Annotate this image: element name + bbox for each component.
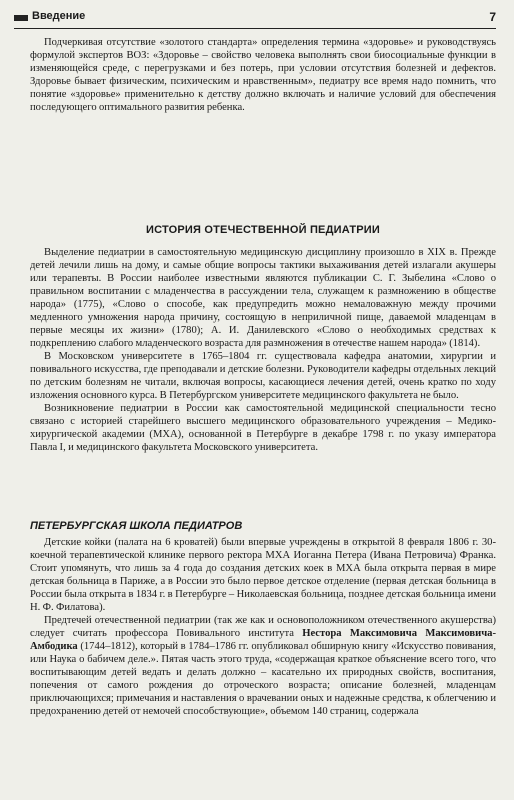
- person-name: Нестора Максимовича Максимовича-Амбодика: [30, 628, 496, 652]
- header-title: Введение: [32, 10, 86, 22]
- subsection-title: ПЕТЕРБУРГСКАЯ ШКОЛА ПЕДИАТРОВ: [30, 520, 243, 532]
- school-paragraph-2: [30, 614, 496, 718]
- school-block: [30, 536, 496, 718]
- history-paragraph-1: Выделение педиатрии в самостоятельную медицинскую дисциплину произошло в XIX в. Прежде детей лечили лишь на дому, и самые общие вопросы тактики выхаживания детей излагали акушеры или терапевты. В России наиболее известными являются публикации С. Г. Зыбелина «Слово о правильном воспитании с младенчества в рассуждении тела, служащем к размножению в обществе народа» (1775), «Слово о способе, как предупредить можно немаловажную между прочими медленного умножения народа причину, состоящую в неприличной пище, даваемой младенцам в первые месяцы их жизни» (1780); А. И. Данилевского «Слово о необходимых средствах к подкреплению слабого младенческого возраста для размножения в отечестве нашем народа» (1814).: [30, 247, 496, 349]
- page-number: 7: [489, 10, 496, 24]
- history-paragraph-2: В Московском университете в 1765–1804 гг. существовала кафедра анатомии, хирургии и повивального искусства, где преподавали и детские болезни. Руководители кафедры отдельных лекций по детским болезням не читали, включая вопросы, касающиеся лечения детей, очень кратко по ходу изложения основного курса. В Петербургском университете медицинского факультета не было.: [30, 351, 496, 401]
- school-paragraph-1: Детские койки (палата на 6 кроватей) были впервые учреждены в открытой 8 февраля 1806 г. 30-коечной терапевтической клинике первого ректора МХА Иоганна Петера (Ивана Петровича) Франка. Стоит упомянуть, что лишь за 4 года до создания детских коек в МХА была открыта первая в мире детская больница в Париже, а в России это было первое детское отделение (первая детская больница в России была открыта в 1834 г. в Петербурге – Николаевская больница, позднее детская больница имени Н. Ф. Филатова).: [30, 537, 496, 613]
- history-paragraph-3: Возникновение педиатрии в России как самостоятельной медицинской специальности тесно связано с историей старейшего высшего медицинского образовательного учреждения – Медико-хирургической академии (МХА), основанной в Петербурге в декабре 1798 г. по указу императора Павла I, и медицинского факультета Московского университета.: [30, 403, 496, 453]
- school-paragraph-2-end: (1744–1812), который в 1784–1786 гг. опубликовал обширную книгу «Искусство повивания, или Наука о бабичем деле.». Пятая часть этого труда, «содержащая краткое объяснение всего того, что воспитывающим детей ведать и делать должно – касательно их природных свойств, воспитания, попечения от самого рождения до отроческого возраста; описание болезней, младенцам приключающихся; примечания и наставления о врачевании оных и надежные средства, к облегчению и предохранению детей от немочей способствующие», объемом 140 страниц, содержала: [30, 641, 496, 717]
- intro-block: [30, 36, 496, 114]
- section-title: ИСТОРИЯ ОТЕЧЕСТВЕННОЙ ПЕДИАТРИИ: [146, 224, 380, 236]
- header-bar-mark: [14, 15, 28, 21]
- school-paragraph-2-start: Предтечей отечественной педиатрии (так же как и основоположником отечественного акушерства) следует считать профессора Повивального института: [30, 615, 496, 639]
- running-header: [14, 10, 496, 29]
- history-block: [30, 246, 496, 454]
- intro-paragraph: Подчеркивая отсутствие «золотого стандарта» определения термина «здоровье» и руководствуясь формулой экспертов ВОЗ: «Здоровье – свойство человека выполнять свои биосоциальные функции в изменяющейся среде, с перегрузками и без потерь, при условии отсутствия болезней и дефектов. Здоровье бывает физическим, психическим и нравственным», педиатру все время надо помнить, что понятие «здоровье» применительно к детству должно включать и наличие условий для обеспечения последующего оптимального развития ребенка.: [30, 37, 496, 113]
